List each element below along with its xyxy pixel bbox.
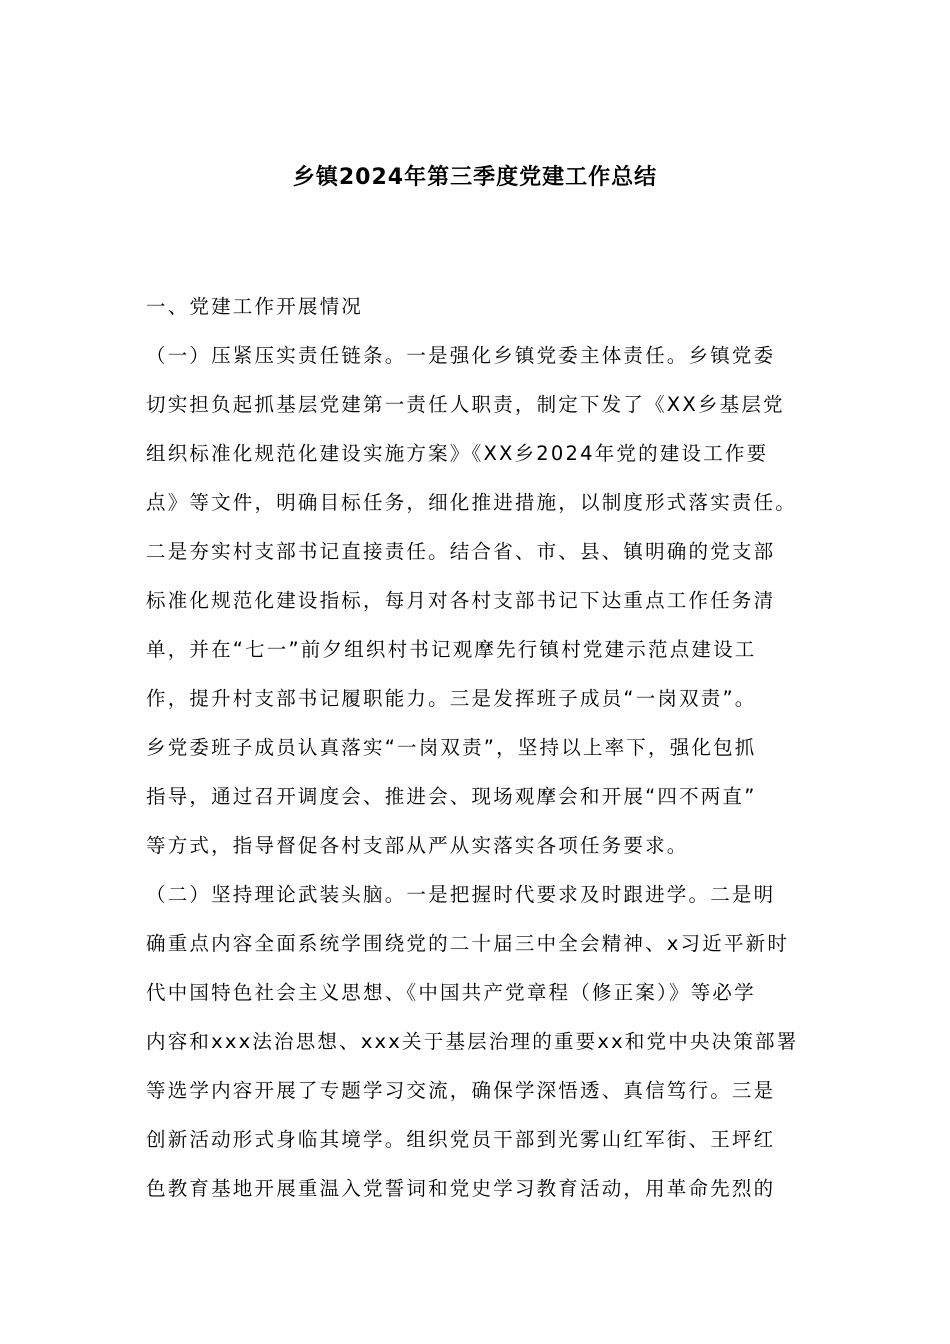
paragraph-line: 指导，通过召开调度会、推进会、现场观摩会和开展“四不两直” [146,785,757,808]
paragraph-line: 切实担负起抓基层党建第一责任人职责，制定下发了《XX乡基层党 [146,393,785,416]
document-title: 乡镇2024年第三季度党建工作总结 [292,165,658,190]
paragraph-line: （一）压紧压实责任链条。一是强化乡镇党委主体责任。乡镇党委 [146,344,776,367]
paragraph-line: 乡党委班子成员认真落实“一岗双责”，坚持以上率下，强化包抓 [146,736,757,759]
paragraph-line: 二是夯实村支部书记直接责任。结合省、市、县、镇明确的党支部 [146,540,776,563]
paragraph-line: 组织标准化规范化建设实施方案》《XX乡2024年党的建设工作要 [146,442,769,465]
paragraph-line: （二）坚持理论武装头脑。一是把握时代要求及时跟进学。二是明 [146,883,776,906]
paragraph-line: 点》等文件，明确目标任务，细化推进措施，以制度形式落实责任。 [146,491,798,514]
document-body [146,282,821,1213]
paragraph-line: 内容和xxx法治思想、xxx关于基层治理的重要xx和党中央决策部署 [146,1030,799,1053]
paragraph-line: 确重点内容全面系统学围绕党的二十届三中全会精神、x习近平新时 [146,932,790,955]
paragraph-line: 标准化规范化建设指标，每月对各村支部书记下达重点工作任务清 [146,589,776,612]
paragraph-line: 等选学内容开展了专题学习交流，确保学深悟透、真信笃行。三是 [146,1079,776,1102]
paragraph-line: 等方式，指导督促各村支部从严从实落实各项任务要求。 [146,834,689,857]
paragraph-line: 代中国特色社会主义思想、《中国共产党章程（修正案）》等必学 [146,981,756,1004]
paragraph-line: 单，并在“七一”前夕组织村书记观摩先行镇村党建示范点建设工 [146,638,757,661]
paragraph-line: 色教育基地开展重温入党誓词和党史学习教育活动，用革命先烈的 [146,1177,776,1200]
paragraph-line: 创新活动形式身临其境学。组织党员干部到光雾山红军街、王坪红 [146,1128,776,1151]
section-heading: 一、党建工作开展情况 [146,295,364,318]
paragraph-line: 作，提升村支部书记履职能力。三是发挥班子成员“一岗双责”。 [146,687,757,710]
